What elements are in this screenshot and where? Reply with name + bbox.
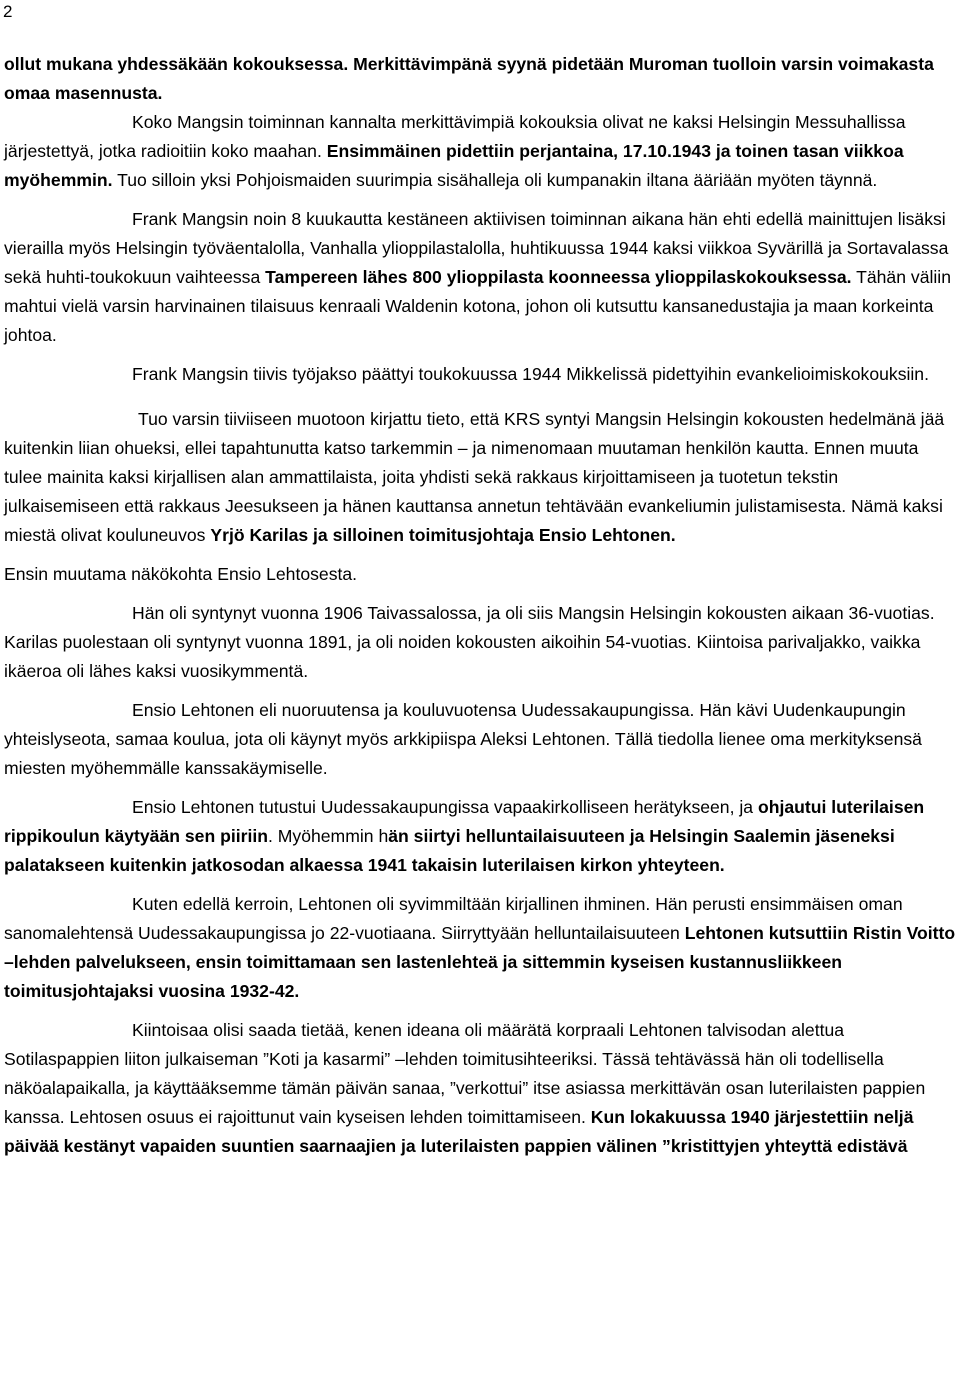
paragraph-2-bold-text: Ensimmäinen pidettiin perjantaina, 17.10.1943 ja toinen tasan viikkoa myöhemmin.: [4, 141, 904, 190]
paragraph-9-bold-text-end: än siirtyi helluntailaisuuteen ja Helsingin Saalemin jäseneksi palatakseen kuitenkin jatkosodan alkaessa 1941 takaisin luterilaisen kirkon yhteyteen.: [4, 826, 895, 875]
paragraph-10-text: Kuten edellä kerroin, Lehtonen oli syvimmiltään kirjallinen ihminen. Hän perusti ensimmäisen oman sanomalehtensä Uudessakaupungissa jo 22-vuotiaana. Siirryttyään helluntailaisuuteen: [4, 894, 903, 943]
paragraph-2-text: Koko Mangsin toiminnan kannalta merkittävimpiä kokouksia olivat ne kaksi Helsingin Messuhallissa järjestettyä, jotka radioitiin koko maahan.: [4, 112, 906, 161]
paragraph-11-text: Kiintoisaa olisi saada tietää, kenen ideana oli määrätä korpraali Lehtonen talvisodan alettua Sotilaspappien liiton julkaiseman ”Koti ja kasarmi” –lehden toimitusihteeriksi. Tässä tehtävässä hän oli todellisella näköalapaikalla, ja käyttääksemme tämän päivän sanaa, ”verkottui” itse asiassa merkittävän osan luterilaisten pappien kanssa. Lehtosen osuus ei rajoittunut vain kyseisen lehden toimittamiseen.: [4, 1020, 926, 1127]
paragraph-7-text: Hän oli syntynyt vuonna 1906 Taivassalossa, ja oli siis Mangsin Helsingin kokousten aikaan 36-vuotias. Karilas puolestaan oli syntynyt vuonna 1891, ja oli noiden kokousten aikoihin 54-vuotias. Kiintoisa parivaljakko, vaikka ikäeroa oli lähes kaksi vuosikymmentä.: [4, 603, 935, 681]
paragraph-5-bold-text: Yrjö Karilas ja silloinen toimitusjohtaja Ensio Lehtonen.: [210, 525, 676, 545]
paragraph-7: [4, 599, 956, 686]
paragraph-5: [4, 405, 956, 550]
paragraph-1-bold-text: ollut mukana yhdessäkään kokouksessa. Merkittävimpänä syynä pidetään Muroman tuolloin varsin voimakasta omaa masennusta.: [4, 54, 934, 103]
paragraph-9-text-mid: . Myöhemmin h: [267, 826, 389, 846]
paragraph-10-bold-text: Lehtonen kutsuttiin Ristin Voitto –lehden palvelukseen, ensin toimittamaan sen lastenlehteä ja sittemmin kyseisen kustannusliikkeen toimitusjohtajaksi vuosina 1932-42.: [4, 923, 956, 1001]
page-number: 2: [3, 2, 13, 21]
paragraph-10: [4, 890, 956, 1006]
paragraph-3-text-end: Tähän väliin mahtui vielä varsin harvinainen tilaisuus kenraali Waldenin kotona, johon oli kutsuttu kansanedustajia ja maan korkeinta johtoa.: [4, 267, 951, 345]
paragraph-3-text: Frank Mangsin noin 8 kuukautta kestäneen aktiivisen toiminnan aikana hän ehti edellä mainittujen lisäksi vierailla myös Helsingin työväentalolla, Vanhalla ylioppilastalolla, huhtikuussa 1944 kaksi viikkoa Syvärillä ja Sortavalassa sekä huhti-toukokuun vaihteessa: [4, 209, 949, 287]
paragraph-11: [4, 1016, 956, 1161]
paragraph-4-text: Frank Mangsin tiivis työjakso päättyi toukokuussa 1944 Mikkelissä pidettyihin evankelioimiskokouksiin.: [132, 364, 929, 384]
paragraph-11-bold-text: Kun lokakuussa 1940 järjestettiin neljä päivää kestänyt vapaiden suuntien saarnaajien ja luterilaisten pappien välinen ”kristittyjen yhteyttä edistävä: [4, 1107, 914, 1156]
paragraph-2: [4, 108, 956, 195]
paragraph-3: [4, 205, 956, 350]
paragraph-8: [4, 696, 956, 783]
paragraph-9-bold-text: ohjautui luterilaisen rippikoulun käytyään sen piiriin: [4, 797, 925, 846]
paragraph-1: [4, 50, 956, 108]
document-body: [4, 50, 956, 1161]
paragraph-3-bold-text: Tampereen lähes 800 ylioppilasta koonneessa ylioppilaskokouksessa.: [265, 267, 852, 287]
paragraph-4: [4, 360, 956, 389]
paragraph-6-text: Ensin muutama näkökohta Ensio Lehtosesta.: [4, 564, 358, 584]
paragraph-9: [4, 793, 956, 880]
paragraph-5-text: Tuo varsin tiiviiseen muotoon kirjattu tieto, että KRS syntyi Mangsin Helsingin kokousten hedelmänä jää kuitenkin liian ohueksi, ellei tapahtunutta katso tarkemmin – ja nimenomaan muutaman henkilön kautta. Ennen muuta tulee mainita kaksi kirjallisen alan ammattilaista, joita yhdisti sekä rakkaus kirjoittamiseen ja tuotetun tekstin julkaisemiseen että rakkaus Jeesukseen ja hänen kauttansa annetun tehtävään evankeliumin julistamisesta. Nämä kaksi miestä olivat kouluneuvos: [4, 409, 945, 545]
paragraph-2-text-end: Tuo silloin yksi Pohjoismaiden suurimpia sisähalleja oli kumpanakin iltana ääriään myöten täynnä.: [112, 170, 878, 190]
paragraph-6: [4, 560, 956, 589]
paragraph-9-text: Ensio Lehtonen tutustui Uudessakaupungissa vapaakirkolliseen herätykseen, ja: [132, 797, 758, 817]
paragraph-8-text: Ensio Lehtonen eli nuoruutensa ja kouluvuotensa Uudessakaupungissa. Hän kävi Uudenkaupungin yhteislyseota, samaa koulua, jota oli käynyt myös arkkipiispa Aleksi Lehtonen. Tällä tiedolla lienee oma merkityksensä miesten myöhemmälle kanssakäymiselle.: [4, 700, 922, 778]
